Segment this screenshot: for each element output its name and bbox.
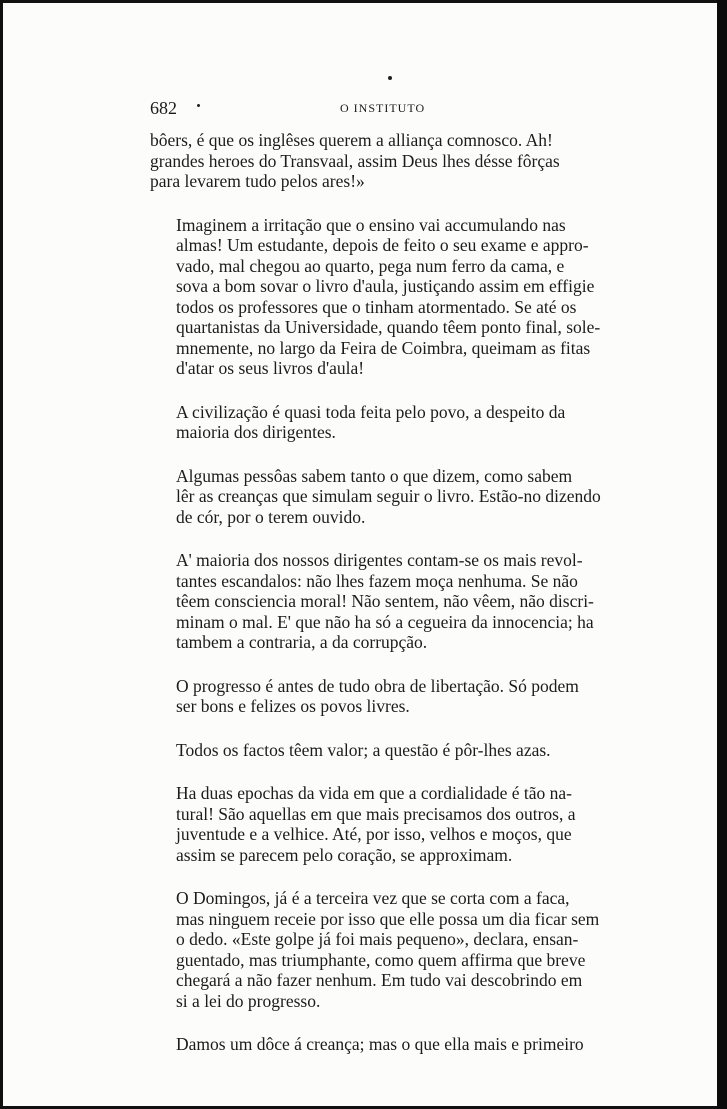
- text-line: vado, mal chegou ao quarto, pega num ferro da cama, e: [176, 255, 565, 276]
- text-line: O Domingos, já é a terceira vez que se corta com a faca,: [176, 888, 570, 908]
- text-line: A' maioria dos nossos dirigentes contam-se os mais revol-: [176, 550, 583, 570]
- text-line: minam o mal. E' que não ha só a cegueira da innocencia; ha: [176, 611, 594, 632]
- paragraph: [150, 402, 624, 443]
- paragraph: [150, 130, 624, 192]
- running-title: O INSTITUTO: [340, 101, 426, 115]
- text-line: assim se parecem pelo coração, se approximam.: [176, 844, 513, 865]
- text-line: Todos os factos têem valor; a questão é pôr-lhes azas.: [176, 739, 551, 760]
- text-line: chegará a não fazer nenhum. Em tudo vai descobrindo em: [176, 970, 583, 990]
- text-line: si a lei do progresso.: [176, 990, 321, 1011]
- text-line: mas ninguem receie por isso que elle possa um dia ficar sem: [176, 908, 600, 929]
- text-line: O progresso é antes de tudo obra de libertação. Só podem: [176, 675, 579, 696]
- paragraph: [150, 215, 624, 379]
- text-line: têem consciencia moral! Não sentem, não vêem, não discri-: [176, 591, 594, 611]
- text-line: sova a bom sovar o livro d'aula, justiçando assim em effigie: [176, 276, 595, 296]
- text-line: tambem a contraria, a da corrupção.: [176, 632, 428, 652]
- text-line: Imaginem a irritação que o ensino vai accumulando nas: [176, 214, 566, 235]
- text-line: Algumas pessôas sabem tanto o que dizem, como sabem: [176, 465, 573, 486]
- paragraph: [150, 740, 624, 761]
- text-line: grandes heroes do Transvaal, assim Deus lhes désse fôrças: [150, 150, 560, 171]
- ink-dot: [388, 76, 392, 80]
- text-line: Ha duas epochas da vida em que a cordialidade é tão na-: [176, 783, 573, 803]
- paragraph: [150, 783, 624, 865]
- text-line: lêr as creanças que simulam seguir o livro. Estão-no dizendo: [176, 486, 601, 506]
- paragraph: [150, 888, 624, 1011]
- text-line: mnemente, no largo da Feira de Coimbra, queimam as fitas: [176, 337, 591, 358]
- paragraph: [150, 1034, 624, 1055]
- text-line: de cór, por o terem ouvido.: [176, 506, 366, 527]
- paragraph: [150, 466, 624, 528]
- text-line: d'atar os seus livros d'aula!: [176, 358, 365, 378]
- scan-edge: [717, 0, 727, 1109]
- text-line: almas! Um estudante, depois de feito o seu exame e appro-: [176, 235, 589, 255]
- text-line: bôers, é que os inglêses querem a alliança comnosco. Ah!: [150, 130, 553, 150]
- text-line: juventude e a velhice. Até, por isso, velhos e moços, que: [176, 824, 572, 844]
- text-line: ser bons e felizes os povos livres.: [176, 696, 410, 716]
- text-line: todos os professores que o tinham atormentado. Se até os: [176, 296, 577, 317]
- text-line: quartanistas da Universidade, quando têem ponto final, sole-: [176, 317, 601, 337]
- body-text: [150, 130, 624, 1078]
- paragraph: [150, 676, 624, 717]
- text-line: maioria dos dirigentes.: [176, 422, 336, 442]
- running-head: [150, 98, 622, 118]
- text-line: guentado, mas triumphante, como quem affirma que breve: [176, 949, 586, 970]
- page-number: 682: [150, 98, 177, 118]
- text-line: para levarem tudo pelos ares!»: [150, 171, 365, 191]
- text-line: A civilização é quasi toda feita pelo povo, a despeito da: [176, 401, 566, 422]
- text-line: Damos um dôce á creança; mas o que ella mais e primeiro: [176, 1034, 584, 1054]
- paragraph: [150, 550, 624, 653]
- text-line: tural! São aquellas em que mais precisamos dos outros, a: [176, 803, 576, 824]
- text-line: o dedo. «Este golpe já foi mais pequeno», declara, ensan-: [176, 929, 579, 949]
- text-line: tantes escandalos: não lhes fazem moça nenhuma. Se não: [176, 570, 578, 591]
